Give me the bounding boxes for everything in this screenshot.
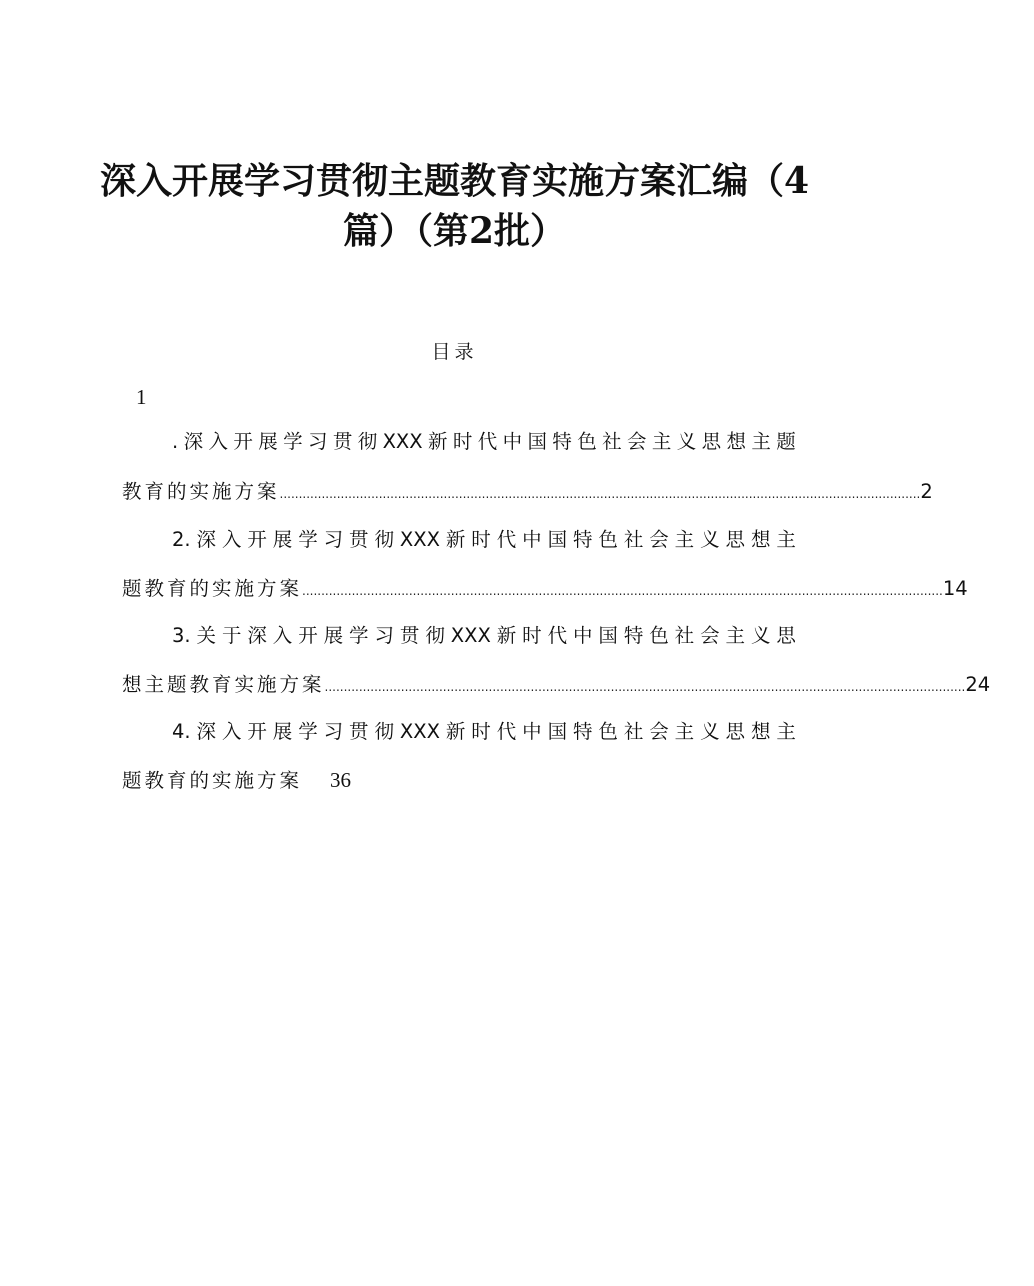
toc-text-token: 特: [623, 624, 644, 647]
toc-text-token: 新: [496, 624, 517, 647]
toc-text-token: 国: [598, 624, 618, 647]
toc-text-token: 深: [196, 720, 217, 743]
toc-text-token: 代: [496, 720, 517, 743]
toc-text-token: .: [172, 430, 179, 453]
toc-text-token: 开: [298, 624, 318, 647]
toc-text-token: 义: [750, 624, 771, 647]
toc-text-token: 时: [471, 528, 491, 551]
toc-entry-1-line-2[interactable]: [122, 478, 933, 508]
toc-text-token: 特: [572, 528, 593, 551]
toc-entry-4-line-1[interactable]: [172, 718, 796, 746]
toc-text-token: 开: [233, 430, 253, 453]
toc-text-token: 学: [283, 430, 303, 453]
toc-text-token: XXX: [382, 430, 423, 453]
toc-text-token: 关: [196, 624, 217, 647]
toc-text-token: 主: [651, 430, 672, 453]
toc-text-token: 深: [247, 624, 267, 647]
toc-text-token: 想: [726, 430, 747, 453]
toc-text-token: 展: [258, 430, 278, 453]
toc-text-token: 思: [725, 720, 746, 743]
toc-entry-1-title-end: 教育的实施方案: [122, 480, 280, 503]
toc-text-token: 主: [776, 528, 796, 551]
toc-text-token: 思: [725, 528, 746, 551]
toc-text-token: 时: [522, 624, 542, 647]
toc-text-token: 时: [452, 430, 473, 453]
toc-text-token: 入: [221, 720, 242, 743]
toc-entry-3-leader: ........................................................................................................................................................................: [324, 680, 966, 694]
toc-text-token: 于: [221, 624, 242, 647]
document-title-line-1: 深入开展学习贯彻主题教育实施方案汇编（4: [100, 160, 810, 202]
toc-text-token: 义: [700, 528, 720, 551]
toc-text-token: 中: [572, 624, 593, 647]
toc-entry-3-line-2[interactable]: [122, 671, 991, 701]
toc-text-token: 入: [221, 528, 242, 551]
toc-text-token: 义: [700, 720, 720, 743]
toc-text-token: 思: [701, 430, 722, 453]
toc-text-token: 特: [572, 720, 593, 743]
document-title-line-2: 篇）（第2批）: [342, 210, 567, 252]
toc-text-token: 时: [471, 720, 491, 743]
toc-text-token: 贯: [349, 720, 369, 743]
toc-text-token: 入: [272, 624, 293, 647]
toc-text-token: 习: [323, 720, 344, 743]
toc-text-token: 4.: [172, 720, 191, 743]
toc-text-token: 习: [323, 528, 344, 551]
toc-text-token: 代: [547, 624, 568, 647]
toc-text-token: 代: [477, 430, 498, 453]
toc-text-token: 展: [323, 624, 344, 647]
toc-entry-2-page: 14: [942, 577, 968, 600]
toc-text-token: 展: [272, 720, 293, 743]
toc-text-token: 题: [776, 430, 796, 453]
toc-text-token: XXX: [399, 528, 440, 551]
toc-entry-1-line-1[interactable]: [172, 428, 796, 456]
toc-text-token: 彻: [357, 430, 378, 453]
toc-text-token: 学: [298, 720, 318, 743]
toc-entry-2-line-2[interactable]: [122, 575, 968, 605]
toc-text-token: 色: [577, 430, 597, 453]
toc-text-token: 彻: [374, 528, 394, 551]
toc-text-token: 会: [700, 624, 720, 647]
toc-text-token: 特: [552, 430, 572, 453]
toc-text-token: 代: [496, 528, 517, 551]
toc-text-token: 中: [522, 720, 542, 743]
toc-text-token: 开: [247, 528, 267, 551]
toc-text-token: 主: [776, 720, 796, 743]
toc-text-token: 会: [649, 528, 669, 551]
toc-entry-4-page: 36: [330, 768, 352, 792]
toc-entry-3-page: 24: [965, 673, 991, 696]
toc-text-token: 想: [750, 720, 771, 743]
toc-text-token: 想: [750, 528, 771, 551]
toc-text-token: 入: [208, 430, 228, 453]
toc-stray-number: 1: [136, 385, 147, 409]
toc-text-token: 社: [602, 430, 622, 453]
toc-text-token: 色: [598, 528, 618, 551]
toc-text-token: 义: [676, 430, 697, 453]
toc-text-token: 习: [307, 430, 328, 453]
toc-text-token: 深: [196, 528, 217, 551]
toc-entry-1-page: 2: [920, 480, 933, 503]
toc-text-token: 会: [649, 720, 669, 743]
toc-text-token: 社: [623, 720, 644, 743]
toc-text-token: 主: [674, 528, 695, 551]
toc-text-token: 色: [598, 720, 618, 743]
toc-text-token: 贯: [399, 624, 420, 647]
toc-entry-3-title-end: 想主题教育实施方案: [122, 673, 325, 696]
toc-text-token: 社: [623, 528, 644, 551]
toc-text-token: 学: [298, 528, 318, 551]
toc-text-token: 会: [627, 430, 647, 453]
toc-text-token: 2.: [172, 528, 191, 551]
toc-heading: 目录: [431, 341, 478, 363]
toc-entry-2-line-1[interactable]: [172, 526, 796, 554]
toc-text-token: 彻: [374, 720, 394, 743]
toc-text-token: 新: [428, 430, 448, 453]
toc-entry-4-title-end: 题教育的实施方案: [122, 769, 303, 792]
toc-text-token: 国: [547, 528, 568, 551]
toc-text-token: XXX: [450, 624, 491, 647]
toc-text-token: 开: [247, 720, 267, 743]
toc-text-token: 中: [522, 528, 542, 551]
toc-text-token: 学: [349, 624, 369, 647]
toc-text-token: 主: [674, 720, 695, 743]
toc-text-token: 3.: [172, 624, 191, 647]
toc-text-token: 社: [674, 624, 695, 647]
toc-text-token: 贯: [349, 528, 369, 551]
toc-text-token: 国: [527, 430, 548, 453]
toc-text-token: 习: [374, 624, 394, 647]
toc-entry-4-line-2[interactable]: [122, 766, 796, 795]
toc-text-token: 彻: [425, 624, 445, 647]
toc-entry-2-leader: ........................................................................................................................................................................: [302, 584, 943, 598]
toc-text-token: 贯: [332, 430, 353, 453]
toc-text-token: 深: [183, 430, 204, 453]
toc-entry-3-line-1[interactable]: [172, 622, 796, 650]
toc-text-token: 新: [445, 528, 466, 551]
toc-text-token: 思: [776, 624, 796, 647]
toc-text-token: 中: [502, 430, 523, 453]
toc-entry-2-title-end: 题教育的实施方案: [122, 577, 303, 600]
toc-entry-1-leader: ........................................................................................................................................................................: [279, 487, 921, 501]
toc-text-token: 国: [547, 720, 568, 743]
toc-text-token: XXX: [399, 720, 440, 743]
toc-text-token: 展: [272, 528, 293, 551]
toc-text-token: 新: [445, 720, 466, 743]
toc-text-token: 主: [725, 624, 746, 647]
toc-text-token: 主: [751, 430, 771, 453]
toc-text-token: 色: [649, 624, 669, 647]
